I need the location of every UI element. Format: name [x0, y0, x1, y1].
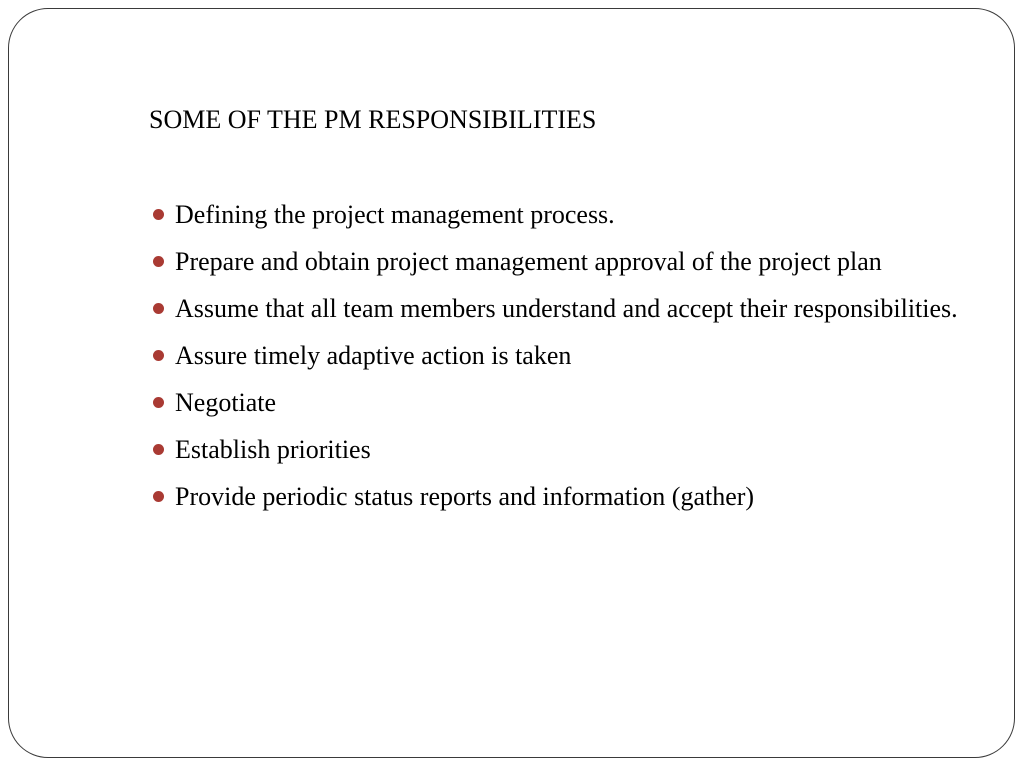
bullet-dot-icon — [153, 303, 164, 314]
list-item — [150, 383, 970, 423]
bullet-dot-icon — [153, 209, 164, 220]
bullet-text: Negotiate — [175, 388, 277, 417]
list-item — [150, 336, 970, 376]
list-item — [150, 195, 970, 235]
list-item — [150, 289, 970, 329]
bullet-text: Prepare and obtain project management approval of the project plan — [175, 247, 882, 276]
bullet-dot-icon — [153, 491, 164, 502]
bullet-text: Establish priorities — [175, 435, 371, 464]
bullet-list — [150, 195, 970, 524]
slide-title: SOME OF THE PM RESPONSIBILITIES — [149, 105, 597, 134]
list-item — [150, 477, 970, 517]
bullet-dot-icon — [153, 256, 164, 267]
bullet-dot-icon — [153, 350, 164, 361]
bullet-text: Assume that all team members understand and accept their responsibilities. — [175, 294, 958, 323]
list-item — [150, 242, 970, 282]
bullet-text: Defining the project management process. — [175, 200, 615, 229]
bullet-dot-icon — [153, 397, 164, 408]
bullet-dot-icon — [153, 444, 164, 455]
list-item — [150, 430, 970, 470]
bullet-text: Provide periodic status reports and information (gather) — [175, 482, 755, 511]
bullet-text: Assure timely adaptive action is taken — [175, 341, 572, 370]
